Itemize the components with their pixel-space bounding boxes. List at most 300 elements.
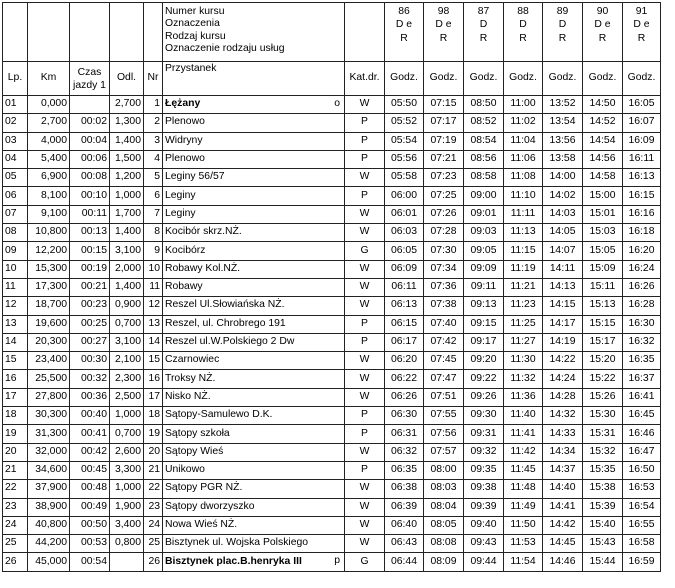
cell-time: 11:10 (504, 187, 543, 205)
stop-name: Leginy 56/57 (165, 171, 225, 183)
train-rodzaj: R (400, 33, 408, 45)
cell-czas: 00:32 (70, 370, 110, 388)
cell-time: 07:17 (424, 114, 464, 132)
cell-nr: 13 (144, 315, 163, 333)
cell-time: 16:58 (623, 535, 661, 553)
cell-kat: W (345, 297, 385, 315)
stop-name: Sątopy PGR NŻ. (165, 482, 243, 494)
cell-czas: 00:49 (70, 498, 110, 516)
cell-odl: 0,700 (110, 315, 144, 333)
table-row (3, 407, 661, 425)
cell-time: 07:51 (424, 388, 464, 406)
cell-time: 06:39 (385, 498, 424, 516)
cell-odl: 0,900 (110, 297, 144, 315)
cell-czas: 00:48 (70, 480, 110, 498)
table-row (3, 96, 661, 114)
cell-time: 11:23 (504, 297, 543, 315)
cell-stop (163, 553, 345, 571)
cell-km: 37,900 (28, 480, 70, 498)
stop-name: Łężany (165, 98, 201, 110)
cell-odl: 2,300 (110, 370, 144, 388)
cell-time: 11:30 (504, 352, 543, 370)
cell-time: 11:40 (504, 407, 543, 425)
cell-kat: P (345, 333, 385, 351)
cell-time: 11:54 (504, 553, 543, 571)
cell-time: 14:45 (543, 535, 583, 553)
cell-time: 07:56 (424, 425, 464, 443)
col-header-czas: Czas jazdy 1 (70, 62, 110, 96)
cell-time: 14:13 (543, 278, 583, 296)
cell-time: 06:05 (385, 242, 424, 260)
cell-time: 08:54 (464, 132, 504, 150)
cell-time: 05:58 (385, 169, 424, 187)
cell-kat: P (345, 315, 385, 333)
cell-kat: W (345, 260, 385, 278)
cell-kat: G (345, 553, 385, 571)
cell-time: 14:34 (543, 443, 583, 461)
cell-nr: 2 (144, 114, 163, 132)
cell-odl: 1,000 (110, 480, 144, 498)
stop-name: Kocibórz (165, 244, 206, 256)
cell-km: 9,100 (28, 205, 70, 223)
cell-time: 07:57 (424, 443, 464, 461)
cell-nr: 26 (144, 553, 163, 571)
cell-time: 14:46 (543, 553, 583, 571)
cell-lp: 20 (3, 443, 28, 461)
stop-name: Robawy Kol.NŻ. (165, 262, 241, 274)
cell-time: 11:06 (504, 150, 543, 168)
cell-kat: W (345, 388, 385, 406)
cell-nr: 8 (144, 224, 163, 242)
cell-time: 15:17 (583, 333, 623, 351)
col-header-nr: Nr (144, 62, 163, 96)
cell-nr: 15 (144, 352, 163, 370)
cell-lp: 07 (3, 205, 28, 223)
cell-time: 16:46 (623, 425, 661, 443)
cell-time: 11:25 (504, 315, 543, 333)
stop-name: Bisztynek plac.B.henryka III (165, 555, 302, 567)
cell-time: 07:21 (424, 150, 464, 168)
cell-time: 16:59 (623, 553, 661, 571)
cell-kat: P (345, 132, 385, 150)
cell-km: 20,300 (28, 333, 70, 351)
stop-name: Czarnowiec (165, 354, 220, 366)
cell-stop (163, 205, 345, 223)
cell-km: 15,300 (28, 260, 70, 278)
cell-time: 14:03 (543, 205, 583, 223)
col-header-godz: Godz. (623, 62, 661, 96)
cell-time: 05:56 (385, 150, 424, 168)
cell-time: 11:02 (504, 114, 543, 132)
cell-time: 14:37 (543, 461, 583, 479)
cell-lp: 01 (3, 96, 28, 114)
cell-time: 14:41 (543, 498, 583, 516)
table-row (3, 297, 661, 315)
cell-time: 14:15 (543, 297, 583, 315)
cell-time: 09:26 (464, 388, 504, 406)
cell-time: 16:24 (623, 260, 661, 278)
stop-name: Plenowo (165, 153, 205, 165)
cell-time: 16:16 (623, 205, 661, 223)
cell-time: 11:04 (504, 132, 543, 150)
cell-time: 16:37 (623, 370, 661, 388)
table-row (3, 132, 661, 150)
table-row (3, 205, 661, 223)
cell-stop (163, 480, 345, 498)
header-row-columns (3, 62, 661, 96)
cell-kat: W (345, 443, 385, 461)
cell-nr: 9 (144, 242, 163, 260)
cell-odl: 1,000 (110, 407, 144, 425)
train-oznaczenia: D (519, 18, 527, 30)
cell-odl: 2,100 (110, 352, 144, 370)
cell-stop (163, 150, 345, 168)
cell-czas (70, 96, 110, 114)
stop-name: Sątopy szkoła (165, 427, 230, 439)
cell-czas: 00:27 (70, 333, 110, 351)
cell-time: 16:15 (623, 187, 661, 205)
cell-czas: 00:23 (70, 297, 110, 315)
cell-km: 25,500 (28, 370, 70, 388)
cell-time: 16:07 (623, 114, 661, 132)
cell-time: 15:22 (583, 370, 623, 388)
col-header-godz: Godz. (385, 62, 424, 96)
cell-time: 16:11 (623, 150, 661, 168)
cell-lp: 14 (3, 333, 28, 351)
cell-kat: W (345, 535, 385, 553)
cell-time: 06:09 (385, 260, 424, 278)
header-blank-nr (144, 3, 163, 62)
cell-time: 14:28 (543, 388, 583, 406)
cell-km: 5,400 (28, 150, 70, 168)
cell-time: 16:28 (623, 297, 661, 315)
cell-km: 31,300 (28, 425, 70, 443)
cell-time: 06:17 (385, 333, 424, 351)
cell-time: 06:03 (385, 224, 424, 242)
cell-odl: 2,700 (110, 96, 144, 114)
col-header-godz: Godz. (464, 62, 504, 96)
cell-km: 6,900 (28, 169, 70, 187)
cell-nr: 12 (144, 297, 163, 315)
cell-time: 15:11 (583, 278, 623, 296)
cell-lp: 10 (3, 260, 28, 278)
cell-time: 08:58 (464, 169, 504, 187)
train-oznaczenia: D e (594, 18, 611, 30)
cell-time: 16:47 (623, 443, 661, 461)
cell-time: 14:24 (543, 370, 583, 388)
cell-odl: 3,400 (110, 516, 144, 534)
cell-czas: 00:15 (70, 242, 110, 260)
cell-time: 11:50 (504, 516, 543, 534)
cell-time: 14:54 (583, 132, 623, 150)
cell-time: 11:15 (504, 242, 543, 260)
cell-time: 09:43 (464, 535, 504, 553)
cell-time: 11:53 (504, 535, 543, 553)
train-numer: 87 (477, 6, 490, 17)
cell-time: 16:09 (623, 132, 661, 150)
train-numer: 86 (398, 6, 410, 17)
cell-km: 32,000 (28, 443, 70, 461)
cell-time: 07:15 (424, 96, 464, 114)
table-row (3, 461, 661, 479)
cell-time: 07:38 (424, 297, 464, 315)
cell-time: 06:35 (385, 461, 424, 479)
cell-czas: 00:06 (70, 150, 110, 168)
cell-kat: W (345, 498, 385, 516)
table-row (3, 443, 661, 461)
cell-time: 05:52 (385, 114, 424, 132)
table-row (3, 333, 661, 351)
cell-czas: 00:45 (70, 461, 110, 479)
cell-czas: 00:54 (70, 553, 110, 571)
cell-time: 15:40 (583, 516, 623, 534)
cell-odl: 0,700 (110, 425, 144, 443)
table-row (3, 370, 661, 388)
cell-time: 09:35 (464, 461, 504, 479)
meta-numer-kursu: Numer kursu (165, 6, 225, 17)
cell-lp: 02 (3, 114, 28, 132)
stop-name: Leginy (165, 207, 196, 219)
train-numer: 98 (437, 6, 450, 17)
cell-time: 15:35 (583, 461, 623, 479)
cell-time: 09:15 (464, 315, 504, 333)
table-row (3, 498, 661, 516)
header-blank-km (28, 3, 70, 62)
cell-km: 19,600 (28, 315, 70, 333)
cell-time: 09:44 (464, 553, 504, 571)
cell-stop (163, 461, 345, 479)
cell-time: 15:38 (583, 480, 623, 498)
header-blank-odl (110, 3, 144, 62)
cell-kat: P (345, 407, 385, 425)
cell-lp: 13 (3, 315, 28, 333)
cell-lp: 11 (3, 278, 28, 296)
cell-time: 07:47 (424, 370, 464, 388)
cell-stop (163, 498, 345, 516)
cell-time: 15:15 (583, 315, 623, 333)
cell-stop (163, 260, 345, 278)
cell-kat: W (345, 169, 385, 187)
cell-time: 09:38 (464, 480, 504, 498)
train-numer: 88 (517, 6, 529, 17)
cell-stop (163, 187, 345, 205)
cell-time: 07:19 (424, 132, 464, 150)
train-oznaczenia: D (479, 18, 488, 30)
train-rodzaj: R (598, 33, 607, 45)
cell-time: 15:44 (583, 553, 623, 571)
stop-name: Reszel Ul.Słowiańska NŻ. (165, 299, 285, 311)
cell-time: 16:54 (623, 498, 661, 516)
cell-time: 09:00 (464, 187, 504, 205)
cell-time: 05:50 (385, 96, 424, 114)
cell-time: 11:48 (504, 480, 543, 498)
cell-time: 14:02 (543, 187, 583, 205)
cell-nr: 5 (144, 169, 163, 187)
cell-km: 17,300 (28, 278, 70, 296)
cell-time: 06:13 (385, 297, 424, 315)
cell-time: 14:58 (583, 169, 623, 187)
cell-czas: 00:53 (70, 535, 110, 553)
cell-time: 07:34 (424, 260, 464, 278)
cell-nr: 1 (144, 96, 163, 114)
cell-odl: 1,500 (110, 150, 144, 168)
stop-name: Kocibór skrz.NŻ. (165, 226, 242, 238)
cell-stop (163, 443, 345, 461)
cell-km: 18,700 (28, 297, 70, 315)
train-numer: 91 (635, 6, 648, 17)
cell-lp: 17 (3, 388, 28, 406)
col-header-km: Km (28, 62, 70, 96)
cell-time: 16:35 (623, 352, 661, 370)
stop-name: Widryny (165, 134, 203, 146)
cell-time: 06:30 (385, 407, 424, 425)
cell-time: 16:50 (623, 461, 661, 479)
cell-odl: 2,600 (110, 443, 144, 461)
cell-stop (163, 224, 345, 242)
cell-time: 08:00 (424, 461, 464, 479)
stop-name: Leginy (165, 189, 196, 201)
cell-km: 40,800 (28, 516, 70, 534)
cell-time: 16:30 (623, 315, 661, 333)
cell-time: 16:41 (623, 388, 661, 406)
cell-time: 08:56 (464, 150, 504, 168)
train-rodzaj: R (558, 33, 567, 45)
meta-oznaczenia: Oznaczenia (165, 18, 220, 30)
cell-time: 16:32 (623, 333, 661, 351)
table-row (3, 242, 661, 260)
train-oznaczenia: D e (633, 18, 650, 30)
cell-km: 8,100 (28, 187, 70, 205)
stop-name: Nisko NŻ. (165, 390, 211, 402)
cell-czas: 00:36 (70, 388, 110, 406)
cell-nr: 16 (144, 370, 163, 388)
cell-kat: P (345, 187, 385, 205)
timetable (2, 2, 661, 572)
cell-time: 13:52 (543, 96, 583, 114)
cell-odl: 1,400 (110, 278, 144, 296)
col-header-przystanek: Przystanek (163, 62, 345, 96)
cell-nr: 22 (144, 480, 163, 498)
cell-lp: 18 (3, 407, 28, 425)
train-numer: 89 (556, 6, 569, 17)
cell-czas: 00:10 (70, 187, 110, 205)
cell-czas: 00:08 (70, 169, 110, 187)
cell-time: 11:41 (504, 425, 543, 443)
cell-kat: W (345, 352, 385, 370)
cell-lp: 23 (3, 498, 28, 516)
cell-time: 06:11 (385, 278, 424, 296)
header-meta-labels (163, 3, 345, 62)
col-header-kat: Kat.dr. (345, 62, 385, 96)
cell-time: 16:18 (623, 224, 661, 242)
cell-odl: 1,700 (110, 205, 144, 223)
cell-time: 13:54 (543, 114, 583, 132)
cell-czas: 00:21 (70, 278, 110, 296)
stop-name: Nowa Wieś NŻ. (165, 519, 238, 531)
cell-km: 38,900 (28, 498, 70, 516)
cell-time: 14:19 (543, 333, 583, 351)
cell-kat: W (345, 370, 385, 388)
cell-time: 06:22 (385, 370, 424, 388)
cell-time: 06:40 (385, 516, 424, 534)
cell-km: 4,000 (28, 132, 70, 150)
header-blank-czas (70, 3, 110, 62)
cell-lp: 25 (3, 535, 28, 553)
table-row (3, 480, 661, 498)
cell-odl: 1,000 (110, 187, 144, 205)
cell-time: 16:53 (623, 480, 661, 498)
table-row (3, 187, 661, 205)
stop-name: Sątopy-Samulewo D.K. (165, 409, 273, 421)
cell-kat: W (345, 278, 385, 296)
cell-time: 15:01 (583, 205, 623, 223)
cell-time: 15:00 (583, 187, 623, 205)
cell-odl: 1,900 (110, 498, 144, 516)
cell-time: 09:13 (464, 297, 504, 315)
cell-time: 14:33 (543, 425, 583, 443)
cell-time: 15:20 (583, 352, 623, 370)
cell-stop (163, 242, 345, 260)
cell-czas: 00:04 (70, 132, 110, 150)
cell-lp: 16 (3, 370, 28, 388)
cell-time: 11:11 (504, 205, 543, 223)
cell-time: 09:40 (464, 516, 504, 534)
cell-time: 07:36 (424, 278, 464, 296)
cell-time: 11:13 (504, 224, 543, 242)
stop-name: Sątopy Wieś (165, 445, 224, 457)
cell-time: 11:36 (504, 388, 543, 406)
cell-lp: 22 (3, 480, 28, 498)
cell-time: 14:00 (543, 169, 583, 187)
cell-stop (163, 352, 345, 370)
cell-time: 09:17 (464, 333, 504, 351)
cell-time: 08:05 (424, 516, 464, 534)
cell-time: 08:03 (424, 480, 464, 498)
cell-nr: 24 (144, 516, 163, 534)
cell-kat: W (345, 480, 385, 498)
cell-stop (163, 535, 345, 553)
cell-time: 08:09 (424, 553, 464, 571)
train-header-4 (543, 3, 583, 62)
table-row (3, 169, 661, 187)
header-blank-kat (345, 3, 385, 62)
cell-kat: P (345, 114, 385, 132)
cell-time: 06:38 (385, 480, 424, 498)
cell-odl: 2,500 (110, 388, 144, 406)
cell-time: 15:03 (583, 224, 623, 242)
cell-odl: 1,400 (110, 224, 144, 242)
cell-czas: 00:50 (70, 516, 110, 534)
stop-flag: o (334, 98, 340, 109)
cell-time: 15:31 (583, 425, 623, 443)
cell-time: 11:00 (504, 96, 543, 114)
cell-lp: 15 (3, 352, 28, 370)
table-row (3, 535, 661, 553)
cell-stop (163, 370, 345, 388)
table-row (3, 315, 661, 333)
cell-odl: 3,100 (110, 242, 144, 260)
train-header-5 (583, 3, 623, 62)
cell-time: 07:25 (424, 187, 464, 205)
cell-time: 07:26 (424, 205, 464, 223)
cell-time: 07:23 (424, 169, 464, 187)
cell-nr: 4 (144, 150, 163, 168)
col-header-godz: Godz. (504, 62, 543, 96)
cell-czas: 00:13 (70, 224, 110, 242)
cell-time: 13:58 (543, 150, 583, 168)
cell-czas: 00:40 (70, 407, 110, 425)
cell-odl: 2,000 (110, 260, 144, 278)
